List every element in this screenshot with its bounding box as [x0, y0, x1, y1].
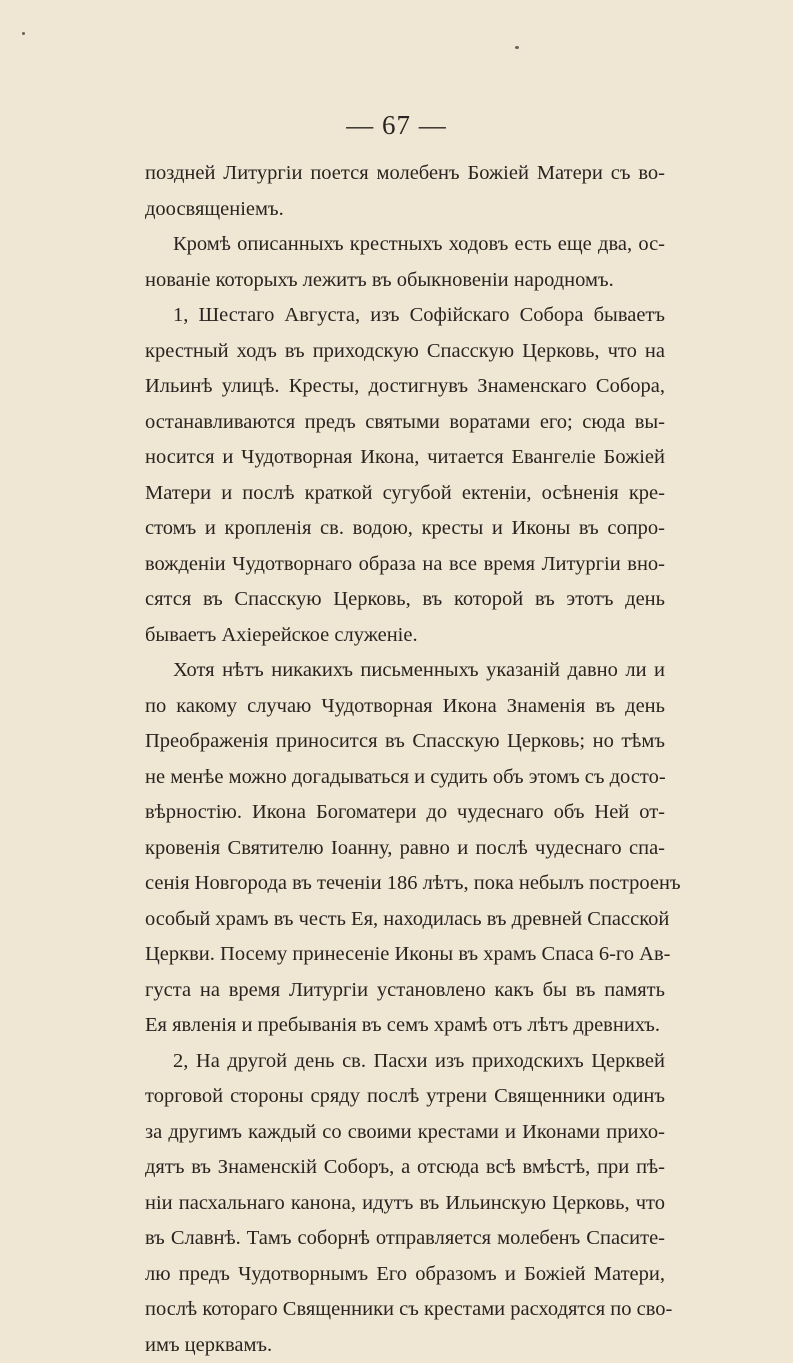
text-line: 2, На другой день св. Пасхи изъ приходскихъ Церквей — [145, 1044, 665, 1080]
paper-speck — [22, 32, 25, 35]
page-number: — 67 — — [0, 110, 793, 141]
text-line: Церкви. Посему принесеніе Иконы въ храмъ Спаса 6-го Ав- — [145, 937, 665, 973]
text-line: торговой стороны сряду послѣ утрени Священники одинъ — [145, 1079, 665, 1115]
text-line: не менѣе можно догадываться и судить объ этомъ съ досто- — [145, 760, 665, 796]
text-line: Хотя нѣтъ никакихъ письменныхъ указаній давно ли и — [145, 653, 665, 689]
text-line: Матери и послѣ краткой сугубой ектеніи, осѣненія кре- — [145, 476, 665, 512]
text-line: бываетъ Ахіерейское служеніе. — [145, 618, 665, 654]
text-line: нованіе которыхъ лежитъ въ обыкновеніи народномъ. — [145, 263, 665, 299]
text-line: особый храмъ въ честь Ея, находилась въ древней Спасской — [145, 902, 665, 938]
text-line: по какому случаю Чудотворная Икона Знаменія въ день — [145, 689, 665, 725]
text-line: дятъ въ Знаменскій Соборъ, а отсюда всѣ вмѣстѣ, при пѣ- — [145, 1150, 665, 1186]
text-line: лю предъ Чудотворнымъ Его образомъ и Божіей Матери, — [145, 1257, 665, 1293]
text-line: въ Славнѣ. Тамъ соборнѣ отправляется молебенъ Спасите- — [145, 1221, 665, 1257]
text-line: 1, Шестаго Августа, изъ Софійскаго Собора бываетъ — [145, 298, 665, 334]
text-line: кровенія Святителю Іоанну, равно и послѣ чудеснаго спа- — [145, 831, 665, 867]
text-line: Преображенія приносится въ Спасскую Церковь; но тѣмъ — [145, 724, 665, 760]
text-line: стомъ и кропленія св. водою, кресты и Иконы въ сопро- — [145, 511, 665, 547]
text-line: вѣрностію. Икона Богоматери до чудеснаго объ Ней от- — [145, 795, 665, 831]
text-line: носится и Чудотворная Икона, читается Евангеліе Божіей — [145, 440, 665, 476]
text-line: сятся въ Спасскую Церковь, въ которой въ этотъ день — [145, 582, 665, 618]
text-line: крестный ходъ въ приходскую Спасскую Церковь, что на — [145, 334, 665, 370]
text-line: доосвященіемъ. — [145, 192, 665, 228]
text-line: послѣ котораго Священники съ крестами расходятся по сво- — [145, 1292, 665, 1328]
text-line: останавливаются предъ святыми воратами его; сюда вы- — [145, 405, 665, 441]
text-line: вожденіи Чудотворнаго образа на все время Литургіи вно- — [145, 547, 665, 583]
paper-speck — [515, 46, 519, 49]
text-line: густа на время Литургіи установлено какъ бы въ память — [145, 973, 665, 1009]
text-line: ніи пасхальнаго канона, идутъ въ Ильинскую Церковь, что — [145, 1186, 665, 1222]
body-text — [145, 156, 665, 1363]
text-line: за другимъ каждый со своими крестами и Иконами прихо- — [145, 1115, 665, 1151]
text-line: Кромѣ описанныхъ крестныхъ ходовъ есть еще два, ос- — [145, 227, 665, 263]
text-line: Ея явленія и пребыванія въ семъ храмѣ отъ лѣтъ древнихъ. — [145, 1008, 665, 1044]
text-line: сенія Новгорода въ теченіи 186 лѣтъ, пока небылъ построенъ — [145, 866, 665, 902]
text-line: имъ церквамъ. — [145, 1328, 665, 1363]
text-line: поздней Литургіи поется молебенъ Божіей Матери съ во- — [145, 156, 665, 192]
text-line: Ильинѣ улицѣ. Кресты, достигнувъ Знаменскаго Собора, — [145, 369, 665, 405]
